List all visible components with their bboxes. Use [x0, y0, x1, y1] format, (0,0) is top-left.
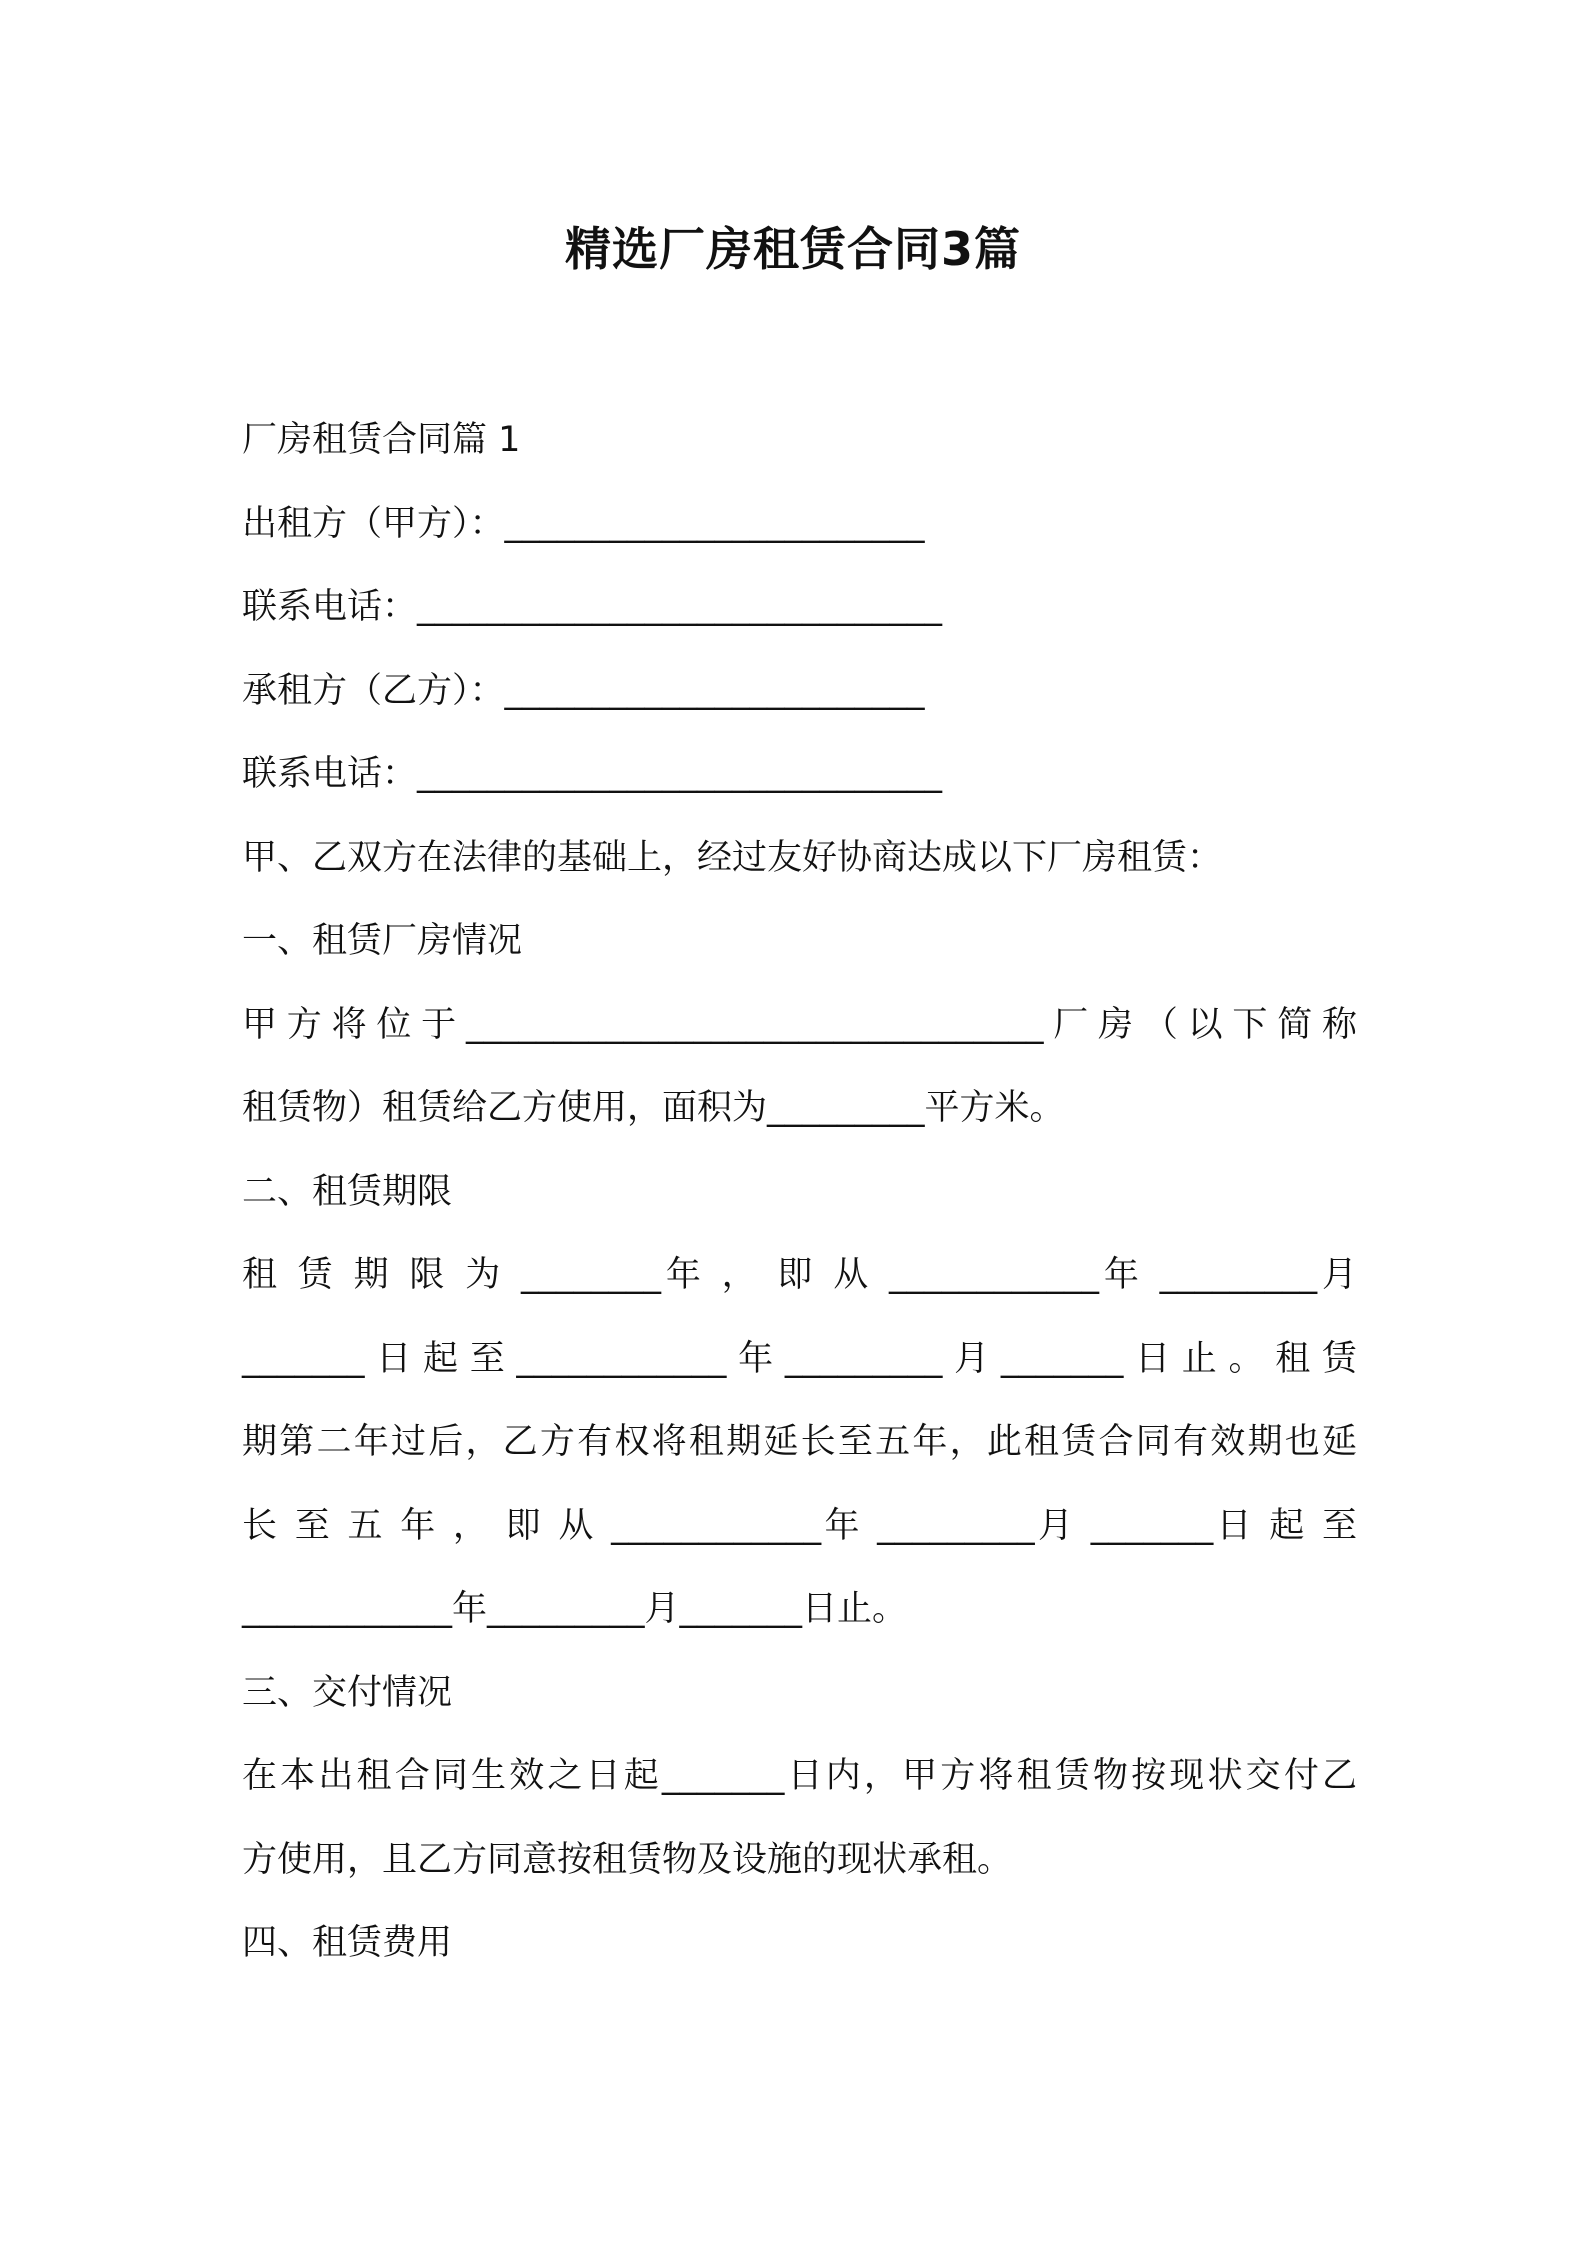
clause-heading-4: 四、租赁费用	[242, 1923, 453, 1963]
clause-2-text-line-1: 租 赁 期 限 为 ________年 ， 即 从 ____________年 _________月	[242, 1255, 1357, 1295]
lessor-line: 出租方（甲方）：________________________	[242, 504, 925, 544]
document-title: 精选厂房租赁合同3篇	[564, 222, 1021, 276]
clause-2-text-line-2: _______日起至____________年_________月_______日止。租赁	[242, 1339, 1357, 1379]
clause-heading-2: 二、租赁期限	[242, 1172, 453, 1212]
clause-1-text-line-1: 甲方将位于_________________________________厂房（以下简称	[242, 1005, 1357, 1045]
lessor-phone-line: 联系电话：______________________________	[242, 587, 943, 627]
clause-3-text-line-2: 方使用，且乙方同意按租赁物及设施的现状承租。	[242, 1840, 1013, 1880]
clause-2-text-line-3: 期第二年过后，乙方有权将租期延长至五年，此租赁合同有效期也延	[242, 1422, 1357, 1462]
clause-2-text-line-5: ____________年_________月_______日止。	[242, 1589, 908, 1629]
clause-1-text-line-2: 租赁物）租赁给乙方使用，面积为_________平方米。	[242, 1088, 1065, 1128]
clause-3-text-line-1: 在本出租合同生效之日起_______日内，甲方将租赁物按现状交付乙	[242, 1756, 1357, 1796]
clause-2-text-line-4: 长 至 五 年 ， 即 从 ____________年 _________月 _______日 起 至	[242, 1506, 1357, 1546]
section-heading: 厂房租赁合同篇 1	[242, 420, 521, 460]
clause-heading-1: 一、租赁厂房情况	[242, 921, 523, 961]
lessee-line: 承租方（乙方）：________________________	[242, 671, 925, 711]
preamble-text: 甲、乙双方在法律的基础上，经过友好协商达成以下厂房租赁：	[242, 838, 1223, 878]
clause-heading-3: 三、交付情况	[242, 1673, 453, 1713]
lessee-phone-line: 联系电话：______________________________	[242, 754, 943, 794]
